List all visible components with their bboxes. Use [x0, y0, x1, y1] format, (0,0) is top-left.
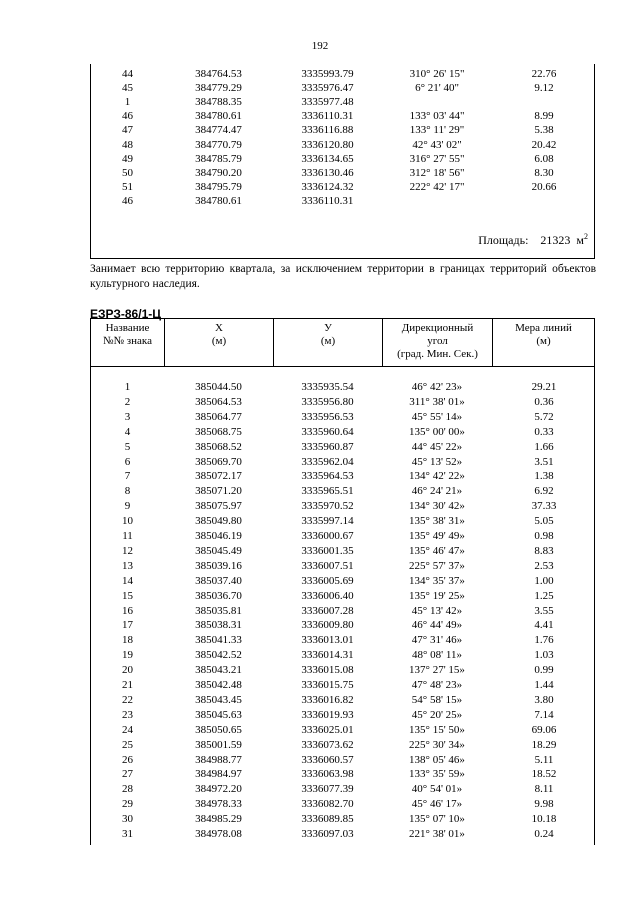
y-coordinate-cell: 3336120.80	[301, 138, 354, 151]
header-line-length: Мера линий (м)	[492, 319, 594, 366]
line-length-cell: 5.05	[534, 515, 554, 528]
direction-angle-cell: 54° 58' 15»	[411, 693, 463, 706]
y-coordinate-cell: 3336007.28	[301, 604, 354, 617]
direction-angle-cell: 46° 24' 21»	[411, 485, 463, 498]
x-coordinate-cell: 384972.20	[195, 783, 242, 796]
y-coordinate-cell: 3336014.31	[301, 649, 354, 662]
direction-angle-cell: 135° 46' 47»	[409, 544, 465, 557]
y-coordinate-cell: 3336073.62	[301, 738, 354, 751]
direction-angle-cell: 311° 38' 01»	[409, 395, 465, 408]
table-row	[91, 544, 594, 558]
y-coordinate-cell: 3336009.80	[301, 619, 354, 632]
line-length-cell: 8.99	[534, 110, 554, 123]
x-coordinate-cell: 385075.97	[195, 500, 242, 513]
line-length-cell: 0.24	[534, 828, 554, 840]
point-number-cell: 29	[122, 798, 133, 811]
table-row	[91, 827, 594, 841]
line-length-cell: 3.51	[534, 455, 554, 468]
direction-angle-cell: 44° 45' 22»	[411, 440, 463, 453]
y-coordinate-cell: 3336000.67	[301, 530, 354, 542]
y-coordinate-cell: 3335956.53	[301, 410, 354, 423]
table-row	[91, 68, 596, 80]
point-number-cell: 12	[122, 544, 133, 557]
y-coordinate-cell: 3336007.51	[301, 559, 354, 572]
y-coordinate-cell: 3336006.40	[301, 589, 354, 602]
table-row	[91, 153, 596, 165]
area-value: 21323	[540, 233, 571, 247]
y-coordinate-cell: 3336082.70	[301, 798, 354, 811]
direction-angle-cell: 45° 55' 14»	[411, 410, 463, 423]
x-coordinate-cell: 385049.80	[195, 515, 242, 528]
x-coordinate-cell: 385042.48	[195, 679, 242, 691]
y-coordinate-cell: 3335977.48	[301, 96, 354, 109]
direction-angle-cell: 133° 11' 29"	[409, 124, 465, 137]
point-number-cell: 11	[122, 530, 133, 542]
y-coordinate-cell: 3336005.69	[301, 574, 354, 587]
direction-angle-cell: 225° 57' 37»	[409, 559, 465, 572]
x-coordinate-cell: 384988.77	[195, 753, 242, 766]
point-number-cell: 17	[122, 619, 133, 632]
x-coordinate-cell: 385038.31	[195, 619, 242, 632]
point-number-cell: 31	[122, 828, 133, 840]
point-number-cell: 13	[122, 559, 133, 572]
y-coordinate-cell: 3335935.54	[301, 381, 354, 393]
table-row	[91, 604, 594, 618]
point-number-cell: 5	[124, 440, 131, 453]
point-number-cell: 18	[122, 634, 133, 647]
point-number-cell: 46	[122, 110, 133, 123]
y-coordinate-cell: 3336110.31	[301, 110, 354, 123]
line-length-cell: 0.33	[534, 425, 554, 438]
header-point-name: Название №№ знака	[103, 322, 152, 347]
line-length-cell: 22.76	[531, 68, 557, 80]
point-number-cell: 8	[124, 485, 131, 498]
y-coordinate-cell: 3335965.51	[301, 485, 354, 498]
line-length-cell: 0.99	[534, 664, 554, 677]
x-coordinate-cell: 384770.79	[195, 138, 242, 151]
table-row	[91, 395, 594, 409]
line-length-cell: 4.41	[534, 619, 554, 632]
direction-angle-cell: 137° 27' 15»	[409, 664, 465, 677]
point-number-cell: 1	[124, 381, 131, 393]
direction-angle-cell: 134° 42' 22»	[409, 470, 465, 483]
table-row	[91, 195, 596, 207]
x-coordinate-cell: 385045.63	[195, 708, 242, 721]
line-length-cell: 5.72	[534, 410, 554, 423]
table-row	[91, 559, 594, 573]
x-coordinate-cell: 384984.97	[195, 768, 242, 781]
y-coordinate-cell: 3336019.93	[301, 708, 354, 721]
direction-angle-cell: 134° 30' 42»	[409, 500, 465, 513]
x-coordinate-cell: 385045.49	[195, 544, 242, 557]
direction-angle-cell: 45° 46' 17»	[411, 798, 463, 811]
point-number-cell: 48	[122, 138, 133, 151]
table-row	[91, 812, 594, 826]
direction-angle-cell: 135° 49' 49»	[409, 530, 465, 542]
table-row	[91, 574, 594, 588]
point-number-cell: 49	[122, 152, 133, 165]
x-coordinate-cell: 385043.21	[195, 664, 242, 677]
table-row	[91, 738, 594, 752]
y-coordinate-cell: 3336110.31	[301, 194, 354, 207]
point-number-cell: 6	[124, 455, 131, 468]
table-row	[91, 589, 594, 603]
x-coordinate-cell: 385072.17	[195, 470, 242, 483]
area-label: Площадь:	[478, 233, 529, 247]
zone-label: ЕЗРЗ-86/1-Ц	[90, 307, 161, 321]
y-coordinate-cell: 3335970.52	[301, 500, 354, 513]
x-coordinate-cell: 385037.40	[195, 574, 242, 587]
line-length-cell: 18.52	[531, 768, 557, 781]
y-coordinate-cell: 3335976.47	[301, 82, 354, 95]
y-coordinate-cell: 3336089.85	[301, 813, 354, 826]
x-coordinate-cell: 384779.29	[195, 82, 242, 95]
x-coordinate-cell: 384985.29	[195, 813, 242, 826]
direction-angle-cell: 135° 00' 00»	[409, 425, 465, 438]
direction-angle-cell: 225° 30' 34»	[409, 738, 465, 751]
x-coordinate-cell: 385068.52	[195, 440, 242, 453]
direction-angle-cell: 138° 05' 46»	[409, 753, 465, 766]
point-number-cell: 20	[122, 664, 133, 677]
table-row	[91, 648, 594, 662]
territory-description: Занимает всю территорию квартала, за исключением территории в границах территорий объектов культурного наследия.	[90, 263, 596, 290]
table-row	[91, 753, 594, 767]
x-coordinate-cell: 385035.81	[195, 604, 242, 617]
point-number-cell: 50	[122, 166, 133, 179]
x-coordinate-cell: 385039.16	[195, 559, 242, 572]
y-coordinate-cell: 3336013.01	[301, 634, 354, 647]
direction-angle-cell: 222° 42' 17"	[409, 180, 465, 193]
line-length-cell: 1.76	[534, 634, 554, 647]
x-coordinate-cell: 385046.19	[195, 530, 242, 542]
direction-angle-cell: 47° 48' 23»	[411, 679, 463, 691]
table-row	[91, 410, 594, 424]
direction-angle-cell: 133° 35' 59»	[409, 768, 465, 781]
table-row	[91, 124, 596, 136]
y-coordinate-cell: 3336063.98	[301, 768, 354, 781]
table-row	[91, 723, 594, 737]
direction-angle-cell: 135° 07' 10»	[409, 813, 465, 826]
direction-angle-cell: 48° 08' 11»	[412, 649, 462, 662]
direction-angle-cell: 6° 21' 40"	[415, 82, 459, 95]
x-coordinate-cell: 384978.33	[195, 798, 242, 811]
table-row	[91, 678, 594, 692]
point-number-cell: 1	[124, 96, 131, 109]
point-number-cell: 25	[122, 738, 133, 751]
x-coordinate-cell: 384795.79	[195, 180, 242, 193]
point-number-cell: 45	[122, 82, 133, 95]
area-line	[91, 232, 588, 248]
area-unit: м	[576, 233, 584, 247]
line-length-cell: 2.53	[534, 559, 554, 572]
table-row	[91, 618, 594, 632]
table-row	[91, 782, 594, 796]
y-coordinate-cell: 3336016.82	[301, 693, 354, 706]
point-number-cell: 27	[122, 768, 133, 781]
line-length-cell: 5.11	[534, 753, 554, 766]
line-length-cell: 9.98	[534, 798, 554, 811]
y-coordinate-cell: 3336134.65	[301, 152, 354, 165]
x-coordinate-cell: 385068.75	[195, 425, 242, 438]
x-coordinate-cell: 384785.79	[195, 152, 242, 165]
line-length-cell: 18.29	[531, 738, 557, 751]
table-row	[91, 110, 596, 122]
header-y: У (м)	[273, 319, 382, 366]
x-coordinate-cell: 385069.70	[195, 455, 242, 468]
point-number-cell: 7	[124, 470, 131, 483]
line-length-cell: 8.83	[534, 544, 554, 557]
header-x: Х (м)	[164, 319, 273, 366]
y-coordinate-cell: 3335993.79	[301, 68, 354, 80]
line-length-cell: 3.80	[534, 693, 554, 706]
x-coordinate-cell: 385001.59	[195, 738, 242, 751]
point-number-cell: 44	[122, 68, 133, 80]
x-coordinate-cell: 385044.50	[195, 381, 242, 393]
line-length-cell: 29.21	[531, 381, 557, 393]
point-number-cell: 2	[124, 395, 131, 408]
line-length-cell: 1.66	[534, 440, 554, 453]
table-row	[91, 469, 594, 483]
point-number-cell: 51	[122, 180, 133, 193]
line-length-cell: 7.14	[534, 708, 554, 721]
area-unit-exponent: 2	[584, 232, 588, 241]
direction-angle-cell: 135° 38' 31»	[409, 515, 465, 528]
point-number-cell: 23	[122, 708, 133, 721]
table-row	[91, 380, 594, 394]
direction-angle-cell: 135° 15' 50»	[409, 723, 465, 736]
table-row	[91, 663, 594, 677]
line-length-cell: 1.44	[534, 679, 554, 691]
y-coordinate-cell: 3335997.14	[301, 515, 354, 528]
direction-angle-cell: 133° 03' 44"	[409, 110, 465, 123]
direction-angle-cell: 45° 13' 42»	[411, 604, 463, 617]
direction-angle-cell: 135° 19' 25»	[409, 589, 465, 602]
line-length-cell: 20.42	[531, 138, 557, 151]
point-number-cell: 15	[122, 589, 133, 602]
y-coordinate-cell: 3336060.57	[301, 753, 354, 766]
x-coordinate-cell: 385036.70	[195, 589, 242, 602]
y-coordinate-cell: 3336097.03	[301, 828, 354, 840]
table-row	[91, 181, 596, 193]
direction-angle-cell: 134° 35' 37»	[409, 574, 465, 587]
direction-angle-cell: 316° 27' 55"	[409, 152, 465, 165]
x-coordinate-cell: 384780.61	[195, 194, 242, 207]
header-direction-angle: Дирекционный угол (град. Мин. Сек.)	[382, 319, 492, 366]
direction-angle-cell: 221° 38' 01»	[409, 828, 465, 840]
page-number: 192	[311, 40, 329, 52]
y-coordinate-cell: 3336130.46	[301, 166, 354, 179]
point-number-cell: 22	[122, 693, 133, 706]
table-row	[91, 82, 596, 94]
coordinates-table-continued	[90, 64, 595, 259]
x-coordinate-cell: 385050.65	[195, 723, 242, 736]
x-coordinate-cell: 384978.08	[195, 828, 242, 840]
line-length-cell: 8.30	[534, 166, 554, 179]
line-length-cell: 1.03	[534, 649, 554, 662]
y-coordinate-cell: 3336015.75	[301, 679, 354, 691]
direction-angle-cell: 45° 13' 52»	[411, 455, 463, 468]
line-length-cell: 1.38	[534, 470, 554, 483]
line-length-cell: 1.25	[534, 589, 554, 602]
direction-angle-cell: 46° 44' 49»	[411, 619, 463, 632]
y-coordinate-cell: 3335960.64	[301, 425, 354, 438]
point-number-cell: 19	[122, 649, 133, 662]
table-row	[91, 167, 596, 179]
x-coordinate-cell: 384774.47	[195, 124, 242, 137]
point-number-cell: 26	[122, 753, 133, 766]
line-length-cell: 6.08	[534, 152, 554, 165]
x-coordinate-cell: 385042.52	[195, 649, 242, 662]
y-coordinate-cell: 3335960.87	[301, 440, 354, 453]
table-row	[91, 514, 594, 528]
point-number-cell: 14	[122, 574, 133, 587]
point-number-cell: 21	[122, 679, 133, 691]
x-coordinate-cell: 384780.61	[195, 110, 242, 123]
table-row	[91, 693, 594, 707]
table-row	[91, 708, 594, 722]
table-row	[91, 529, 594, 543]
line-length-cell: 37.33	[531, 500, 557, 513]
point-number-cell: 46	[122, 194, 133, 207]
y-coordinate-cell: 3335962.04	[301, 455, 354, 468]
point-number-cell: 10	[122, 515, 133, 528]
point-number-cell: 9	[124, 500, 131, 513]
table-row	[91, 425, 594, 439]
point-number-cell: 30	[122, 813, 133, 826]
table-row	[91, 139, 596, 151]
point-number-cell: 47	[122, 124, 133, 137]
table-header	[91, 319, 594, 367]
x-coordinate-cell: 384764.53	[195, 68, 242, 80]
direction-angle-cell: 42° 43' 02"	[412, 138, 462, 151]
x-coordinate-cell: 384790.20	[195, 166, 242, 179]
point-number-cell: 24	[122, 723, 133, 736]
line-length-cell: 10.18	[531, 813, 557, 826]
x-coordinate-cell: 384788.35	[195, 96, 242, 109]
direction-angle-cell: 46° 42' 23»	[411, 381, 463, 393]
y-coordinate-cell: 3336025.01	[301, 723, 354, 736]
line-length-cell: 0.98	[534, 530, 554, 542]
line-length-cell: 6.92	[534, 485, 554, 498]
y-coordinate-cell: 3336077.39	[301, 783, 354, 796]
point-number-cell: 28	[122, 783, 133, 796]
y-coordinate-cell: 3335956.80	[301, 395, 354, 408]
line-length-cell: 20.66	[531, 180, 557, 193]
x-coordinate-cell: 385041.33	[195, 634, 242, 647]
table-row	[91, 633, 594, 647]
line-length-cell: 0.36	[534, 395, 554, 408]
table-row	[91, 767, 594, 781]
table-row	[91, 96, 596, 108]
line-length-cell: 9.12	[534, 82, 554, 95]
x-coordinate-cell: 385071.20	[195, 485, 242, 498]
line-length-cell: 8.11	[534, 783, 554, 796]
line-length-cell: 3.55	[534, 604, 554, 617]
table-row	[91, 484, 594, 498]
table-row	[91, 440, 594, 454]
table-row	[91, 455, 594, 469]
x-coordinate-cell: 385064.53	[195, 395, 242, 408]
direction-angle-cell: 310° 26' 15"	[409, 68, 465, 80]
direction-angle-cell: 40° 54' 01»	[411, 783, 463, 796]
y-coordinate-cell: 3336124.32	[301, 180, 354, 193]
y-coordinate-cell: 3336015.08	[301, 664, 354, 677]
table-row	[91, 797, 594, 811]
direction-angle-cell: 312° 18' 56"	[409, 166, 465, 179]
y-coordinate-cell: 3335964.53	[301, 470, 354, 483]
point-number-cell: 16	[122, 604, 133, 617]
point-number-cell: 4	[124, 425, 131, 438]
line-length-cell: 69.06	[531, 723, 557, 736]
table-row	[91, 499, 594, 513]
x-coordinate-cell: 385043.45	[195, 693, 242, 706]
y-coordinate-cell: 3336116.88	[301, 124, 354, 137]
y-coordinate-cell: 3336001.35	[301, 544, 354, 557]
direction-angle-cell: 45° 20' 25»	[411, 708, 463, 721]
x-coordinate-cell: 385064.77	[195, 410, 242, 423]
line-length-cell: 1.00	[534, 574, 554, 587]
line-length-cell: 5.38	[534, 124, 554, 137]
direction-angle-cell: 47° 31' 46»	[411, 634, 463, 647]
coordinates-table	[90, 318, 595, 845]
point-number-cell: 3	[124, 410, 131, 423]
